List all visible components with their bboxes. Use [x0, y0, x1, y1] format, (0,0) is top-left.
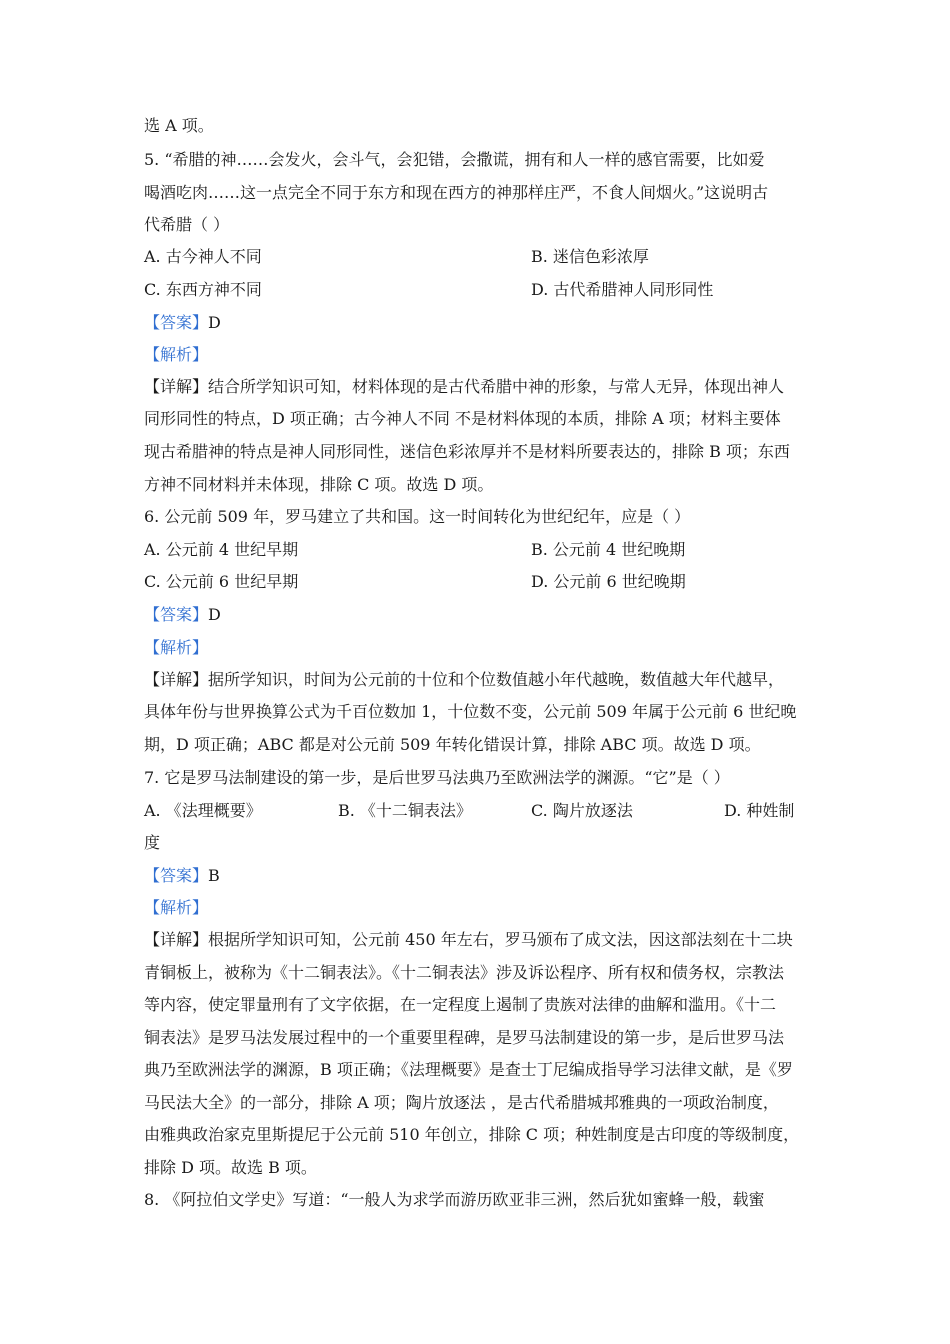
q6-stem: 6. 公元前 509 年，罗马建立了共和国。这一时间转化为世纪纪年，应是（ ）: [144, 507, 691, 526]
q5-option-a: A. 古今神人不同: [144, 247, 262, 266]
q7-option-d: D. 种姓制: [724, 801, 795, 820]
q5-stem-line-2: 喝酒吃肉……这一点完全不同于东方和现在西方的神那样庄严，不食人间烟火。”这说明古: [144, 183, 769, 202]
q6-answer-line: [144, 605, 221, 625]
q8-stem: 8. 《阿拉伯文学史》写道：“一般人为求学而游历欧亚非三洲，然后犹如蜜蜂一般，载蜜: [144, 1190, 765, 1209]
q7-option-c: C. 陶片放逐法: [531, 801, 633, 820]
q5-option-b: B. 迷信色彩浓厚: [531, 247, 649, 266]
q7-detail-line-5: 典乃至欧洲法学的渊源，B 项正确；《法理概要》是查士丁尼编成指导学习法律文献，是《罗: [144, 1060, 793, 1079]
q6-analysis-line: [144, 638, 208, 658]
detail-tag: 【详解】: [144, 670, 209, 689]
q5-answer-line: [144, 313, 221, 333]
detail-tag: 【详解】: [144, 377, 209, 396]
q6-detail-line-2: 具体年份与世界换算公式为千百位数加 1，十位数不变，公元前 509 年属于公元前 6 世纪晚: [144, 702, 797, 721]
answer-tag: 【答案】: [144, 313, 209, 332]
analysis-tag: 【解析】: [144, 345, 209, 364]
q5-detail-line-2: 同形同性的特点，D 项正确；古今神人不同 不是材料体现的本质，排除 A 项；材料主要体: [144, 409, 781, 428]
q7-detail-line-6: 马民法大全》的一部分，排除 A 项；陶片放逐法 ，是古代希腊城邦雅典的一项政治制度，: [144, 1093, 779, 1112]
q7-analysis-line: [144, 898, 208, 918]
q7-detail-line-8: 排除 D 项。故选 B 项。: [144, 1158, 317, 1177]
detail-tag: 【详解】: [144, 930, 209, 949]
q5-answer: D: [208, 313, 221, 332]
answer-tag: 【答案】: [144, 866, 209, 885]
q7-stem: 7. 它是罗马法制建设的第一步，是后世罗马法典乃至欧洲法学的渊源。“它”是（ ）: [144, 768, 730, 787]
q6-option-d: D. 公元前 6 世纪晚期: [531, 572, 686, 591]
q6-option-c: C. 公元前 6 世纪早期: [144, 572, 299, 591]
q6-answer: D: [208, 605, 221, 624]
q6-option-b: B. 公元前 4 世纪晚期: [531, 540, 686, 559]
q7-detail-line-7: 由雅典政治家克里斯提尼于公元前 510 年创立，排除 C 项；种姓制度是古印度的等级制度，: [144, 1125, 800, 1144]
q7-option-a: A. 《法理概要》: [144, 801, 262, 820]
q6-detail-line-1: 【详解】据所学知识，时间为公元前的十位和个位数值越小年代越晚，数值越大年代越早，: [144, 670, 785, 689]
q5-detail-line-4: 方神不同材料并未体现，排除 C 项。故选 D 项。: [144, 475, 494, 494]
q5-stem-line-3: 代希腊（ ）: [144, 215, 230, 234]
q5-detail-line-1: 【详解】结合所学知识可知，材料体现的是古代希腊中神的形象，与常人无异，体现出神人: [144, 377, 785, 396]
q7-answer-line: [144, 866, 220, 886]
intro-line: 选 A 项。: [144, 116, 214, 135]
analysis-tag: 【解析】: [144, 898, 209, 917]
q6-detail-line-3: 期，D 项正确；ABC 都是对公元前 509 年转化错误计算，排除 ABC 项。故选 D 项。: [144, 735, 761, 754]
answer-tag: 【答案】: [144, 605, 209, 624]
q5-option-d: D. 古代希腊神人同形同性: [531, 280, 714, 299]
analysis-tag: 【解析】: [144, 638, 209, 657]
q7-detail-line-3: 等内容，使定罪量刑有了文字依据，在一定程度上遏制了贵族对法律的曲解和滥用。《十二: [144, 995, 777, 1014]
q7-option-wrap: 度: [144, 833, 161, 852]
q5-detail-line-3: 现古希腊神的特点是神人同形同性，迷信色彩浓厚并不是材料所要表达的，排除 B 项；东西: [144, 442, 790, 461]
q5-option-c: C. 东西方神不同: [144, 280, 262, 299]
q6-option-a: A. 公元前 4 世纪早期: [144, 540, 299, 559]
q7-option-b: B. 《十二铜表法》: [338, 801, 472, 820]
q5-analysis-line: [144, 345, 208, 365]
q7-detail-line-4: 铜表法》是罗马法发展过程中的一个重要里程碑，是罗马法制建设的第一步，是后世罗马法: [144, 1028, 785, 1047]
q7-detail-line-2: 青铜板上，被称为《十二铜表法》。《十二铜表法》涉及诉讼程序、所有权和债务权，宗教法: [144, 963, 785, 982]
q7-answer: B: [208, 866, 220, 885]
q7-detail-line-1: 【详解】根据所学知识可知，公元前 450 年左右，罗马颁布了成文法，因这部法刻在十二块: [144, 930, 793, 949]
q5-stem-line-1: 5. “希腊的神……会发火，会斗气，会犯错，会撒谎，拥有和人一样的感官需要，比如爱: [144, 150, 765, 169]
